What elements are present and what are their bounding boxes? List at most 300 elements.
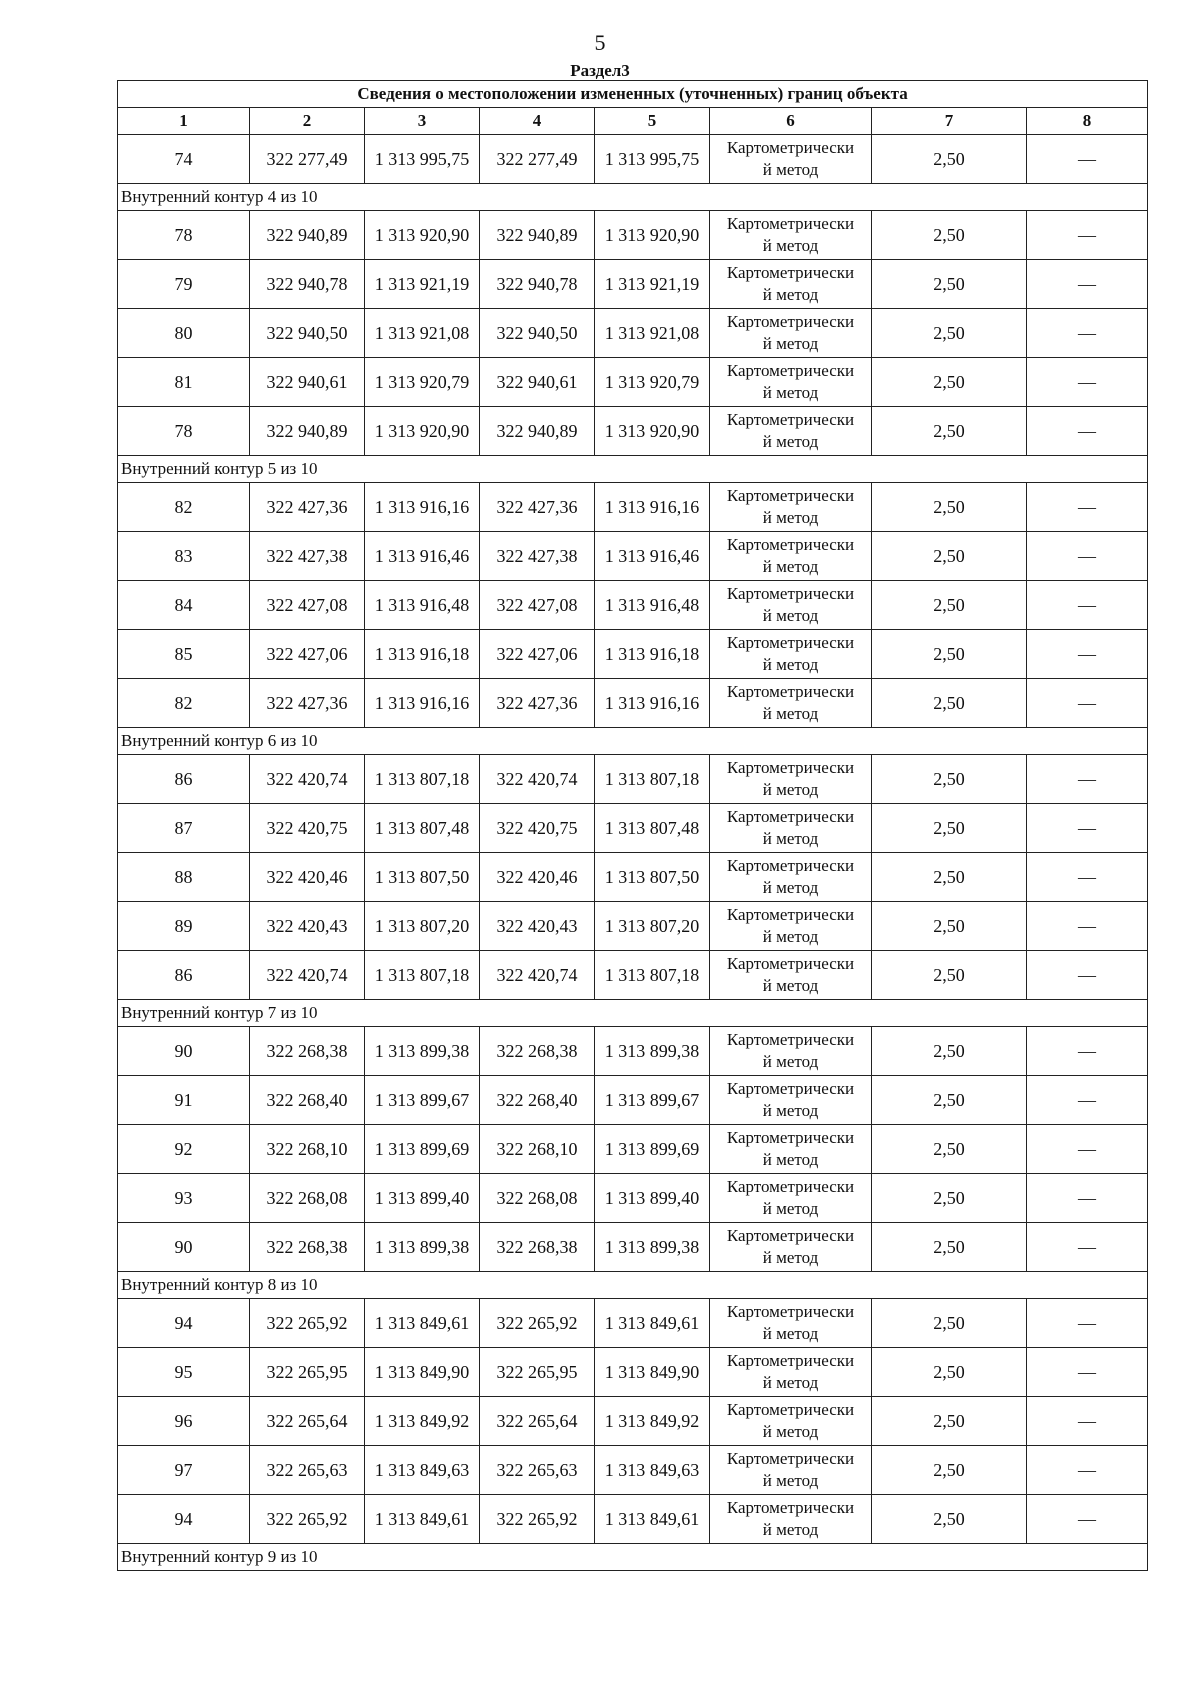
point-number-cell: 93 <box>118 1174 250 1223</box>
x-new-cell: 322 268,38 <box>480 1027 595 1076</box>
table-row <box>118 211 1148 260</box>
method-line-1: Картометрически <box>726 758 855 777</box>
method-cell <box>710 1446 872 1495</box>
point-number-cell: 78 <box>118 211 250 260</box>
y-new-cell: 1 313 807,20 <box>595 902 710 951</box>
point-number-cell: 80 <box>118 309 250 358</box>
table-row <box>118 1495 1148 1544</box>
table-row <box>118 1446 1148 1495</box>
x-existing-cell: 322 268,08 <box>250 1174 365 1223</box>
y-existing-cell: 1 313 807,18 <box>365 755 480 804</box>
x-existing-cell: 322 420,46 <box>250 853 365 902</box>
table-row <box>118 1299 1148 1348</box>
method-line-2: й метод <box>762 927 819 946</box>
description-cell: — <box>1027 1348 1148 1397</box>
description-cell: — <box>1027 135 1148 184</box>
method-line-2: й метод <box>762 383 819 402</box>
table-row <box>118 532 1148 581</box>
table-body <box>118 135 1148 1571</box>
y-new-cell: 1 313 916,48 <box>595 581 710 630</box>
description-cell: — <box>1027 804 1148 853</box>
description-cell: — <box>1027 309 1148 358</box>
table-row <box>118 581 1148 630</box>
table-row <box>118 853 1148 902</box>
accuracy-cell: 2,50 <box>872 1446 1027 1495</box>
column-header: 8 <box>1027 108 1148 135</box>
accuracy-cell: 2,50 <box>872 902 1027 951</box>
method-cell <box>710 1076 872 1125</box>
y-existing-cell: 1 313 807,50 <box>365 853 480 902</box>
table-row <box>118 1348 1148 1397</box>
x-existing-cell: 322 265,95 <box>250 1348 365 1397</box>
method-line-1: Картометрически <box>726 410 855 429</box>
column-header: 1 <box>118 108 250 135</box>
contour-label: Внутренний контур 4 из 10 <box>118 184 1148 211</box>
x-existing-cell: 322 940,89 <box>250 407 365 456</box>
y-existing-cell: 1 313 899,38 <box>365 1223 480 1272</box>
x-existing-cell: 322 420,74 <box>250 755 365 804</box>
accuracy-cell: 2,50 <box>872 1027 1027 1076</box>
accuracy-cell: 2,50 <box>872 1125 1027 1174</box>
method-cell <box>710 679 872 728</box>
contour-label: Внутренний контур 9 из 10 <box>118 1544 1148 1571</box>
method-line-2: й метод <box>762 878 819 897</box>
x-existing-cell: 322 420,75 <box>250 804 365 853</box>
y-new-cell: 1 313 807,18 <box>595 951 710 1000</box>
point-number-cell: 94 <box>118 1495 250 1544</box>
description-cell: — <box>1027 1495 1148 1544</box>
y-new-cell: 1 313 807,18 <box>595 755 710 804</box>
y-new-cell: 1 313 995,75 <box>595 135 710 184</box>
description-cell: — <box>1027 260 1148 309</box>
method-cell <box>710 483 872 532</box>
method-line-1: Картометрически <box>726 214 855 233</box>
contour-row <box>118 1544 1148 1571</box>
x-new-cell: 322 268,38 <box>480 1223 595 1272</box>
x-new-cell: 322 420,46 <box>480 853 595 902</box>
y-new-cell: 1 313 899,38 <box>595 1223 710 1272</box>
description-cell: — <box>1027 483 1148 532</box>
table-row <box>118 679 1148 728</box>
table-row <box>118 483 1148 532</box>
description-cell: — <box>1027 1446 1148 1495</box>
x-new-cell: 322 427,36 <box>480 679 595 728</box>
method-line-2: й метод <box>762 606 819 625</box>
accuracy-cell: 2,50 <box>872 853 1027 902</box>
method-line-2: й метод <box>762 829 819 848</box>
point-number-cell: 97 <box>118 1446 250 1495</box>
method-cell <box>710 581 872 630</box>
description-cell: — <box>1027 581 1148 630</box>
contour-label: Внутренний контур 6 из 10 <box>118 728 1148 755</box>
description-cell: — <box>1027 951 1148 1000</box>
method-cell <box>710 755 872 804</box>
accuracy-cell: 2,50 <box>872 951 1027 1000</box>
method-cell <box>710 902 872 951</box>
y-existing-cell: 1 313 916,16 <box>365 483 480 532</box>
y-existing-cell: 1 313 995,75 <box>365 135 480 184</box>
method-cell <box>710 309 872 358</box>
x-existing-cell: 322 427,08 <box>250 581 365 630</box>
method-line-2: й метод <box>762 432 819 451</box>
contour-row <box>118 184 1148 211</box>
x-new-cell: 322 427,08 <box>480 581 595 630</box>
accuracy-cell: 2,50 <box>872 532 1027 581</box>
point-number-cell: 86 <box>118 951 250 1000</box>
method-line-2: й метод <box>762 1520 819 1539</box>
point-number-cell: 90 <box>118 1027 250 1076</box>
method-line-1: Картометрически <box>726 1177 855 1196</box>
description-cell: — <box>1027 630 1148 679</box>
x-existing-cell: 322 268,40 <box>250 1076 365 1125</box>
y-new-cell: 1 313 849,63 <box>595 1446 710 1495</box>
table-row <box>118 309 1148 358</box>
method-cell <box>710 853 872 902</box>
y-existing-cell: 1 313 920,79 <box>365 358 480 407</box>
y-existing-cell: 1 313 921,19 <box>365 260 480 309</box>
y-new-cell: 1 313 921,19 <box>595 260 710 309</box>
point-number-cell: 94 <box>118 1299 250 1348</box>
y-new-cell: 1 313 920,90 <box>595 407 710 456</box>
contour-label: Внутренний контур 8 из 10 <box>118 1272 1148 1299</box>
x-existing-cell: 322 265,92 <box>250 1495 365 1544</box>
description-cell: — <box>1027 407 1148 456</box>
y-existing-cell: 1 313 920,90 <box>365 407 480 456</box>
method-line-2: й метод <box>762 160 819 179</box>
method-cell <box>710 1027 872 1076</box>
y-existing-cell: 1 313 916,16 <box>365 679 480 728</box>
accuracy-cell: 2,50 <box>872 804 1027 853</box>
method-line-1: Картометрически <box>726 1498 855 1517</box>
method-line-1: Картометрически <box>726 1449 855 1468</box>
description-cell: — <box>1027 1174 1148 1223</box>
x-existing-cell: 322 427,36 <box>250 483 365 532</box>
x-existing-cell: 322 268,38 <box>250 1223 365 1272</box>
method-line-2: й метод <box>762 508 819 527</box>
point-number-cell: 82 <box>118 679 250 728</box>
method-cell <box>710 804 872 853</box>
x-existing-cell: 322 427,06 <box>250 630 365 679</box>
method-line-2: й метод <box>762 780 819 799</box>
accuracy-cell: 2,50 <box>872 630 1027 679</box>
method-line-1: Картометрически <box>726 584 855 603</box>
x-new-cell: 322 427,06 <box>480 630 595 679</box>
y-new-cell: 1 313 849,90 <box>595 1348 710 1397</box>
method-line-2: й метод <box>762 557 819 576</box>
x-new-cell: 322 265,63 <box>480 1446 595 1495</box>
x-new-cell: 322 427,36 <box>480 483 595 532</box>
description-cell: — <box>1027 1076 1148 1125</box>
y-new-cell: 1 313 899,67 <box>595 1076 710 1125</box>
method-line-2: й метод <box>762 1373 819 1392</box>
point-number-cell: 96 <box>118 1397 250 1446</box>
x-existing-cell: 322 268,38 <box>250 1027 365 1076</box>
accuracy-cell: 2,50 <box>872 1495 1027 1544</box>
y-existing-cell: 1 313 807,48 <box>365 804 480 853</box>
method-line-1: Картометрически <box>726 263 855 282</box>
table-row <box>118 902 1148 951</box>
method-line-1: Картометрически <box>726 807 855 826</box>
x-new-cell: 322 268,40 <box>480 1076 595 1125</box>
point-number-cell: 84 <box>118 581 250 630</box>
y-new-cell: 1 313 920,79 <box>595 358 710 407</box>
description-cell: — <box>1027 755 1148 804</box>
column-header: 6 <box>710 108 872 135</box>
method-cell <box>710 1348 872 1397</box>
column-header: 5 <box>595 108 710 135</box>
method-cell <box>710 1299 872 1348</box>
method-cell <box>710 211 872 260</box>
method-line-2: й метод <box>762 1101 819 1120</box>
method-line-1: Картометрически <box>726 1302 855 1321</box>
table-caption: Сведения о местоположении измененных (уточненных) границ объекта <box>118 81 1148 108</box>
y-new-cell: 1 313 807,50 <box>595 853 710 902</box>
x-new-cell: 322 265,92 <box>480 1299 595 1348</box>
y-existing-cell: 1 313 849,90 <box>365 1348 480 1397</box>
description-cell: — <box>1027 532 1148 581</box>
accuracy-cell: 2,50 <box>872 1397 1027 1446</box>
y-existing-cell: 1 313 899,67 <box>365 1076 480 1125</box>
table-row <box>118 1223 1148 1272</box>
accuracy-cell: 2,50 <box>872 581 1027 630</box>
x-new-cell: 322 268,08 <box>480 1174 595 1223</box>
accuracy-cell: 2,50 <box>872 211 1027 260</box>
table-row <box>118 1027 1148 1076</box>
description-cell: — <box>1027 1125 1148 1174</box>
x-existing-cell: 322 420,74 <box>250 951 365 1000</box>
point-number-cell: 82 <box>118 483 250 532</box>
column-header-row <box>118 108 1148 135</box>
accuracy-cell: 2,50 <box>872 309 1027 358</box>
x-existing-cell: 322 268,10 <box>250 1125 365 1174</box>
accuracy-cell: 2,50 <box>872 1174 1027 1223</box>
y-new-cell: 1 313 899,69 <box>595 1125 710 1174</box>
point-number-cell: 95 <box>118 1348 250 1397</box>
method-cell <box>710 135 872 184</box>
method-cell <box>710 1397 872 1446</box>
y-new-cell: 1 313 849,61 <box>595 1299 710 1348</box>
x-new-cell: 322 277,49 <box>480 135 595 184</box>
x-new-cell: 322 265,64 <box>480 1397 595 1446</box>
x-existing-cell: 322 427,36 <box>250 679 365 728</box>
accuracy-cell: 2,50 <box>872 358 1027 407</box>
method-line-2: й метод <box>762 236 819 255</box>
point-number-cell: 83 <box>118 532 250 581</box>
y-existing-cell: 1 313 849,92 <box>365 1397 480 1446</box>
y-new-cell: 1 313 807,48 <box>595 804 710 853</box>
contour-row <box>118 456 1148 483</box>
table-row <box>118 804 1148 853</box>
y-new-cell: 1 313 849,92 <box>595 1397 710 1446</box>
y-existing-cell: 1 313 899,69 <box>365 1125 480 1174</box>
x-existing-cell: 322 940,50 <box>250 309 365 358</box>
y-new-cell: 1 313 916,46 <box>595 532 710 581</box>
point-number-cell: 74 <box>118 135 250 184</box>
accuracy-cell: 2,50 <box>872 1076 1027 1125</box>
table-row <box>118 135 1148 184</box>
method-cell <box>710 260 872 309</box>
x-existing-cell: 322 940,78 <box>250 260 365 309</box>
y-new-cell: 1 313 849,61 <box>595 1495 710 1544</box>
point-number-cell: 87 <box>118 804 250 853</box>
y-new-cell: 1 313 916,16 <box>595 483 710 532</box>
x-new-cell: 322 940,50 <box>480 309 595 358</box>
y-existing-cell: 1 313 807,18 <box>365 951 480 1000</box>
contour-label: Внутренний контур 5 из 10 <box>118 456 1148 483</box>
method-line-1: Картометрически <box>726 1226 855 1245</box>
table-row <box>118 1174 1148 1223</box>
x-new-cell: 322 268,10 <box>480 1125 595 1174</box>
point-number-cell: 85 <box>118 630 250 679</box>
method-line-1: Картометрически <box>726 856 855 875</box>
method-line-2: й метод <box>762 1324 819 1343</box>
y-existing-cell: 1 313 899,38 <box>365 1027 480 1076</box>
contour-row <box>118 1000 1148 1027</box>
method-cell <box>710 951 872 1000</box>
method-line-1: Картометрически <box>726 1400 855 1419</box>
method-cell <box>710 407 872 456</box>
x-new-cell: 322 427,38 <box>480 532 595 581</box>
method-cell <box>710 532 872 581</box>
accuracy-cell: 2,50 <box>872 1223 1027 1272</box>
method-line-1: Картометрически <box>726 1128 855 1147</box>
method-cell <box>710 1125 872 1174</box>
table-caption-row <box>118 81 1148 108</box>
accuracy-cell: 2,50 <box>872 260 1027 309</box>
table-row <box>118 358 1148 407</box>
x-existing-cell: 322 940,61 <box>250 358 365 407</box>
method-line-2: й метод <box>762 1422 819 1441</box>
point-number-cell: 86 <box>118 755 250 804</box>
y-existing-cell: 1 313 899,40 <box>365 1174 480 1223</box>
description-cell: — <box>1027 1027 1148 1076</box>
x-new-cell: 322 420,75 <box>480 804 595 853</box>
y-existing-cell: 1 313 849,61 <box>365 1495 480 1544</box>
method-line-1: Картометрически <box>726 138 855 157</box>
x-new-cell: 322 265,92 <box>480 1495 595 1544</box>
method-cell <box>710 1495 872 1544</box>
x-new-cell: 322 420,74 <box>480 755 595 804</box>
method-line-2: й метод <box>762 655 819 674</box>
point-number-cell: 89 <box>118 902 250 951</box>
method-cell <box>710 630 872 679</box>
point-number-cell: 92 <box>118 1125 250 1174</box>
y-existing-cell: 1 313 916,46 <box>365 532 480 581</box>
description-cell: — <box>1027 211 1148 260</box>
method-line-2: й метод <box>762 334 819 353</box>
method-line-1: Картометрически <box>726 312 855 331</box>
y-existing-cell: 1 313 916,48 <box>365 581 480 630</box>
y-existing-cell: 1 313 920,90 <box>365 211 480 260</box>
method-line-1: Картометрически <box>726 535 855 554</box>
contour-row <box>118 728 1148 755</box>
method-line-2: й метод <box>762 1199 819 1218</box>
method-line-2: й метод <box>762 1248 819 1267</box>
description-cell: — <box>1027 679 1148 728</box>
accuracy-cell: 2,50 <box>872 407 1027 456</box>
method-cell <box>710 358 872 407</box>
column-header: 3 <box>365 108 480 135</box>
method-cell <box>710 1174 872 1223</box>
point-number-cell: 88 <box>118 853 250 902</box>
x-new-cell: 322 420,43 <box>480 902 595 951</box>
table-row <box>118 1125 1148 1174</box>
accuracy-cell: 2,50 <box>872 755 1027 804</box>
x-existing-cell: 322 940,89 <box>250 211 365 260</box>
coordinates-table <box>117 80 1148 1571</box>
x-existing-cell: 322 265,92 <box>250 1299 365 1348</box>
method-line-1: Картометрически <box>726 905 855 924</box>
accuracy-cell: 2,50 <box>872 1348 1027 1397</box>
y-new-cell: 1 313 921,08 <box>595 309 710 358</box>
y-new-cell: 1 313 899,40 <box>595 1174 710 1223</box>
y-existing-cell: 1 313 849,63 <box>365 1446 480 1495</box>
table-row <box>118 755 1148 804</box>
table-row <box>118 260 1148 309</box>
x-existing-cell: 322 420,43 <box>250 902 365 951</box>
x-existing-cell: 322 265,64 <box>250 1397 365 1446</box>
table-row <box>118 407 1148 456</box>
method-line-2: й метод <box>762 704 819 723</box>
method-line-1: Картометрически <box>726 954 855 973</box>
table-row <box>118 951 1148 1000</box>
x-new-cell: 322 940,61 <box>480 358 595 407</box>
column-header: 4 <box>480 108 595 135</box>
column-header: 7 <box>872 108 1027 135</box>
x-new-cell: 322 265,95 <box>480 1348 595 1397</box>
point-number-cell: 78 <box>118 407 250 456</box>
description-cell: — <box>1027 853 1148 902</box>
column-header: 2 <box>250 108 365 135</box>
y-new-cell: 1 313 899,38 <box>595 1027 710 1076</box>
point-number-cell: 90 <box>118 1223 250 1272</box>
x-existing-cell: 322 265,63 <box>250 1446 365 1495</box>
y-new-cell: 1 313 920,90 <box>595 211 710 260</box>
accuracy-cell: 2,50 <box>872 1299 1027 1348</box>
method-line-2: й метод <box>762 1052 819 1071</box>
method-line-1: Картометрически <box>726 361 855 380</box>
method-line-1: Картометрически <box>726 1030 855 1049</box>
table-row <box>118 1076 1148 1125</box>
description-cell: — <box>1027 1299 1148 1348</box>
method-line-1: Картометрически <box>726 682 855 701</box>
accuracy-cell: 2,50 <box>872 483 1027 532</box>
method-line-2: й метод <box>762 285 819 304</box>
y-new-cell: 1 313 916,18 <box>595 630 710 679</box>
method-line-2: й метод <box>762 976 819 995</box>
method-line-1: Картометрически <box>726 633 855 652</box>
method-line-2: й метод <box>762 1150 819 1169</box>
y-existing-cell: 1 313 849,61 <box>365 1299 480 1348</box>
y-existing-cell: 1 313 916,18 <box>365 630 480 679</box>
point-number-cell: 79 <box>118 260 250 309</box>
description-cell: — <box>1027 358 1148 407</box>
section-title: Раздел3 <box>570 61 630 80</box>
y-existing-cell: 1 313 807,20 <box>365 902 480 951</box>
x-new-cell: 322 940,78 <box>480 260 595 309</box>
description-cell: — <box>1027 1397 1148 1446</box>
x-new-cell: 322 940,89 <box>480 407 595 456</box>
method-line-1: Картометрически <box>726 486 855 505</box>
point-number-cell: 91 <box>118 1076 250 1125</box>
accuracy-cell: 2,50 <box>872 679 1027 728</box>
point-number-cell: 81 <box>118 358 250 407</box>
description-cell: — <box>1027 902 1148 951</box>
method-line-2: й метод <box>762 1471 819 1490</box>
accuracy-cell: 2,50 <box>872 135 1027 184</box>
description-cell: — <box>1027 1223 1148 1272</box>
contour-label: Внутренний контур 7 из 10 <box>118 1000 1148 1027</box>
